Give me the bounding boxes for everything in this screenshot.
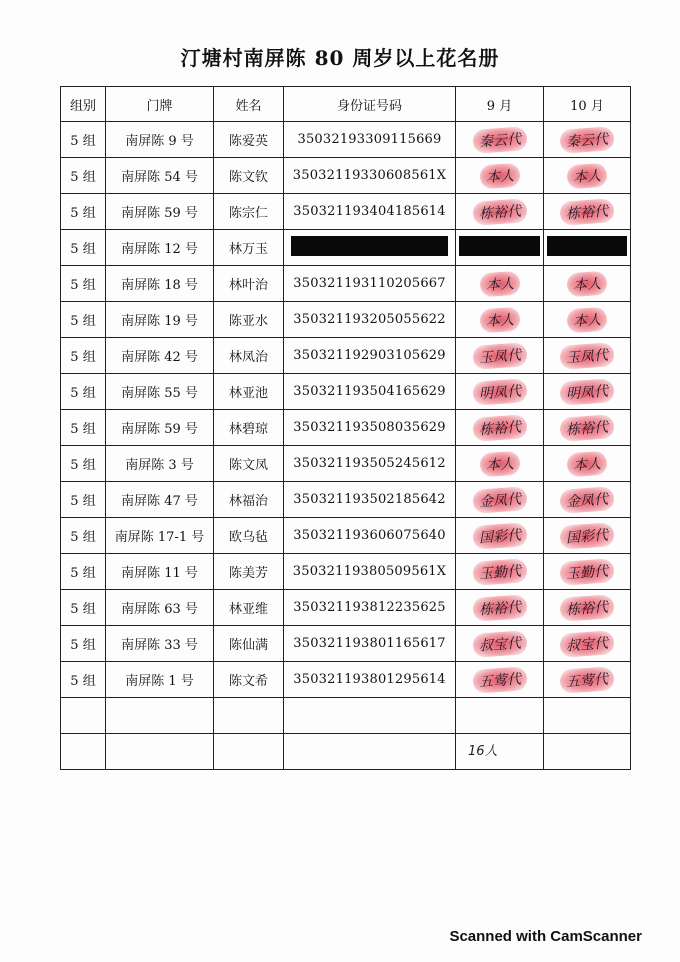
row-signature-oct — [544, 338, 631, 374]
fingerprint-signature: 栋裕代 — [559, 414, 615, 442]
empty-cell — [214, 698, 284, 734]
row-signature-oct — [544, 662, 631, 698]
empty-cell — [456, 698, 544, 734]
page-title: 汀塘村南屏陈 80 周岁以上花名册 — [180, 46, 500, 70]
row-name: 陈文希 — [214, 662, 284, 698]
row-signature-sep — [456, 158, 544, 194]
row-group: 5 组 — [61, 626, 106, 662]
row-group: 5 组 — [61, 122, 106, 158]
row-group: 5 组 — [61, 158, 106, 194]
empty-cell — [456, 734, 544, 770]
row-name: 陈仙满 — [214, 626, 284, 662]
fingerprint-signature: 金凤代 — [472, 486, 528, 514]
empty-cell — [106, 698, 214, 734]
row-id: 35032119380509561X — [284, 554, 456, 590]
row-group: 5 组 — [61, 338, 106, 374]
row-signature-oct — [544, 590, 631, 626]
row-signature-oct — [544, 554, 631, 590]
row-signature-oct — [544, 518, 631, 554]
row-address: 南屏陈 54 号 — [106, 158, 214, 194]
row-address: 南屏陈 3 号 — [106, 446, 214, 482]
row-name: 陈文钦 — [214, 158, 284, 194]
row-group: 5 组 — [61, 554, 106, 590]
fingerprint-signature: 本人 — [479, 162, 521, 189]
fingerprint-signature: 国彩代 — [559, 522, 615, 550]
empty-cell — [284, 734, 456, 770]
table-row — [61, 410, 631, 446]
table-row — [61, 374, 631, 410]
row-name: 欧乌毡 — [214, 518, 284, 554]
fingerprint-signature: 秦云代 — [472, 126, 528, 154]
fingerprint-signature: 栋裕代 — [559, 198, 615, 226]
row-group: 5 组 — [61, 590, 106, 626]
table-row — [61, 554, 631, 590]
empty-cell — [106, 734, 214, 770]
row-address: 南屏陈 59 号 — [106, 410, 214, 446]
fingerprint-signature: 玉勤代 — [472, 558, 528, 586]
redaction-bar — [291, 236, 448, 256]
row-signature-sep — [456, 482, 544, 518]
row-group: 5 组 — [61, 446, 106, 482]
header-row — [61, 87, 631, 122]
row-id: 350321193205055622 — [284, 302, 456, 338]
row-address: 南屏陈 11 号 — [106, 554, 214, 590]
row-signature-sep — [456, 590, 544, 626]
empty-cell — [544, 734, 631, 770]
row-id: 350321193606075640 — [284, 518, 456, 554]
row-group: 5 组 — [61, 194, 106, 230]
header-id: 身份证号码 — [284, 87, 456, 122]
row-group: 5 组 — [61, 482, 106, 518]
fingerprint-signature: 本人 — [566, 450, 608, 477]
row-signature-oct — [544, 446, 631, 482]
roster-table — [60, 86, 631, 770]
row-group: 5 组 — [61, 230, 106, 266]
row-address: 南屏陈 63 号 — [106, 590, 214, 626]
empty-row — [61, 734, 631, 770]
redaction-bar — [547, 236, 626, 256]
empty-cell — [61, 734, 106, 770]
row-id: 350321193404185614 — [284, 194, 456, 230]
table-row — [61, 302, 631, 338]
row-signature-sep — [456, 554, 544, 590]
row-signature-sep — [456, 374, 544, 410]
fingerprint-signature: 金凤代 — [559, 486, 615, 514]
table-row — [61, 230, 631, 266]
row-signature-oct — [544, 122, 631, 158]
row-signature-oct — [544, 158, 631, 194]
row-signature-oct — [544, 302, 631, 338]
fingerprint-signature: 栋裕代 — [472, 198, 528, 226]
table-row — [61, 194, 631, 230]
row-signature-sep — [456, 122, 544, 158]
header-address: 门牌 — [106, 87, 214, 122]
header-group: 组别 — [61, 87, 106, 122]
fingerprint-signature: 栋裕代 — [559, 594, 615, 622]
fingerprint-signature: 栋裕代 — [472, 594, 528, 622]
row-name: 林叶治 — [214, 266, 284, 302]
row-id — [284, 230, 456, 266]
row-name: 陈亚水 — [214, 302, 284, 338]
row-signature-sep — [456, 230, 544, 266]
row-id: 35032193309115669 — [284, 122, 456, 158]
row-group: 5 组 — [61, 410, 106, 446]
fingerprint-signature: 五莺代 — [472, 666, 528, 694]
row-signature-oct — [544, 626, 631, 662]
header-oct: 10 月 — [544, 87, 631, 122]
row-id: 350321193504165629 — [284, 374, 456, 410]
row-group: 5 组 — [61, 374, 106, 410]
fingerprint-signature: 玉勤代 — [559, 558, 615, 586]
table-row — [61, 122, 631, 158]
fingerprint-signature: 本人 — [566, 270, 608, 297]
fingerprint-signature: 明凤代 — [472, 378, 528, 406]
row-id: 350321193812235625 — [284, 590, 456, 626]
row-signature-sep — [456, 338, 544, 374]
row-name: 林凤治 — [214, 338, 284, 374]
row-address: 南屏陈 12 号 — [106, 230, 214, 266]
fingerprint-signature: 本人 — [479, 270, 521, 297]
row-address: 南屏陈 33 号 — [106, 626, 214, 662]
row-signature-oct — [544, 482, 631, 518]
row-name: 陈美芳 — [214, 554, 284, 590]
fingerprint-signature: 本人 — [479, 306, 521, 333]
row-group: 5 组 — [61, 662, 106, 698]
row-name: 林碧琼 — [214, 410, 284, 446]
row-id: 350321193505245612 — [284, 446, 456, 482]
row-address: 南屏陈 55 号 — [106, 374, 214, 410]
table-row — [61, 482, 631, 518]
table-row — [61, 626, 631, 662]
fingerprint-signature: 玉凤代 — [472, 342, 528, 370]
row-signature-oct — [544, 266, 631, 302]
row-name: 陈宗仁 — [214, 194, 284, 230]
row-name: 林亚池 — [214, 374, 284, 410]
row-id: 350321193110205667 — [284, 266, 456, 302]
scanner-watermark: Scanned with CamScanner — [449, 928, 642, 945]
row-signature-sep — [456, 626, 544, 662]
fingerprint-signature: 本人 — [566, 306, 608, 333]
row-signature-sep — [456, 518, 544, 554]
table-body — [61, 122, 631, 770]
table-row — [61, 446, 631, 482]
row-address: 南屏陈 19 号 — [106, 302, 214, 338]
row-group: 5 组 — [61, 266, 106, 302]
table-row — [61, 158, 631, 194]
fingerprint-signature: 栋裕代 — [472, 414, 528, 442]
empty-row — [61, 698, 631, 734]
table-row — [61, 662, 631, 698]
row-name: 陈爱英 — [214, 122, 284, 158]
fingerprint-signature: 叔宝代 — [559, 630, 615, 658]
row-id: 350321192903105629 — [284, 338, 456, 374]
row-signature-sep — [456, 302, 544, 338]
row-signature-oct — [544, 230, 631, 266]
row-id: 350321193801165617 — [284, 626, 456, 662]
row-address: 南屏陈 42 号 — [106, 338, 214, 374]
fingerprint-signature: 叔宝代 — [472, 630, 528, 658]
row-group: 5 组 — [61, 302, 106, 338]
row-address: 南屏陈 1 号 — [106, 662, 214, 698]
row-id: 350321193508035629 — [284, 410, 456, 446]
table-row — [61, 338, 631, 374]
fingerprint-signature: 本人 — [479, 450, 521, 477]
row-signature-oct — [544, 194, 631, 230]
row-id: 350321193502185642 — [284, 482, 456, 518]
fingerprint-signature: 五莺代 — [559, 666, 615, 694]
empty-cell — [284, 698, 456, 734]
fingerprint-signature: 玉凤代 — [559, 342, 615, 370]
row-signature-sep — [456, 194, 544, 230]
fingerprint-signature: 秦云代 — [559, 126, 615, 154]
empty-cell — [544, 698, 631, 734]
redaction-bar — [459, 236, 539, 256]
row-signature-sep — [456, 446, 544, 482]
table-row — [61, 518, 631, 554]
row-signature-sep — [456, 266, 544, 302]
table-row — [61, 266, 631, 302]
row-address: 南屏陈 47 号 — [106, 482, 214, 518]
row-address: 南屏陈 17-1 号 — [106, 518, 214, 554]
fingerprint-signature: 明凤代 — [559, 378, 615, 406]
row-group: 5 组 — [61, 518, 106, 554]
row-name: 林亚维 — [214, 590, 284, 626]
row-signature-oct — [544, 410, 631, 446]
row-address: 南屏陈 59 号 — [106, 194, 214, 230]
header-name: 姓名 — [214, 87, 284, 122]
empty-cell — [214, 734, 284, 770]
row-signature-sep — [456, 410, 544, 446]
row-address: 南屏陈 9 号 — [106, 122, 214, 158]
row-signature-oct — [544, 374, 631, 410]
row-address: 南屏陈 18 号 — [106, 266, 214, 302]
row-id: 35032119330608561X — [284, 158, 456, 194]
row-id: 350321193801295614 — [284, 662, 456, 698]
row-name: 陈文凤 — [214, 446, 284, 482]
row-name: 林万玉 — [214, 230, 284, 266]
row-name: 林福治 — [214, 482, 284, 518]
empty-cell — [61, 698, 106, 734]
row-signature-sep — [456, 662, 544, 698]
table-row — [61, 590, 631, 626]
header-sep: 9 月 — [456, 87, 544, 122]
total-count: 16人 — [468, 744, 498, 759]
fingerprint-signature: 本人 — [566, 162, 608, 189]
fingerprint-signature: 国彩代 — [472, 522, 528, 550]
